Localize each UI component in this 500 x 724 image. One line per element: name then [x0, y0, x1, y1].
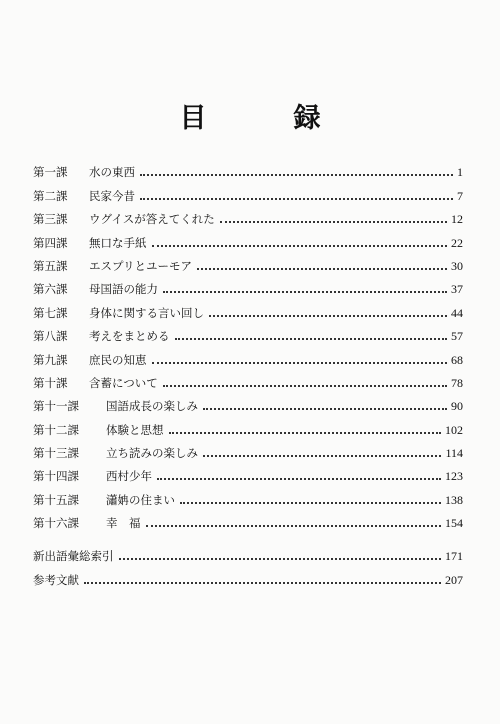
toc-row — [33, 296, 463, 319]
lesson-number: 第五課 — [33, 258, 68, 273]
page-number: 30 — [451, 258, 463, 273]
dot-leader — [140, 198, 453, 200]
page-number: 57 — [451, 329, 463, 344]
page-number: 37 — [451, 282, 463, 297]
dot-leader — [146, 525, 442, 527]
toc-row — [33, 226, 463, 249]
lesson-title: 瀟姌の住まい — [106, 492, 175, 507]
lesson-number: 第三課 — [33, 212, 68, 227]
dot-leader — [157, 478, 441, 480]
dot-leader — [163, 385, 447, 387]
page-number: 78 — [451, 375, 463, 390]
dot-leader — [203, 455, 441, 457]
lesson-number: 第九課 — [33, 352, 68, 367]
toc-row — [33, 540, 463, 563]
lesson-list — [33, 156, 463, 530]
toc-row — [33, 483, 463, 506]
lesson-title: エスプリとユーモア — [89, 258, 193, 273]
lesson-number: 第四課 — [33, 235, 68, 250]
toc-row — [33, 203, 463, 226]
lesson-title: ウグイスが答えてくれた — [89, 212, 215, 227]
dot-leader — [220, 221, 447, 223]
dot-leader — [152, 362, 448, 364]
lesson-title: 水の東西 — [89, 165, 135, 180]
page-number: 90 — [451, 399, 463, 414]
lesson-title: 含蓄について — [89, 375, 158, 390]
page-number: 114 — [445, 446, 463, 461]
toc-row — [33, 413, 463, 436]
lesson-title: 身体に関する言い回し — [89, 305, 204, 320]
lesson-title: 民家今昔 — [89, 188, 135, 203]
dot-leader — [197, 268, 447, 270]
lesson-title: 国語成長の楽しみ — [106, 399, 198, 414]
page-number: 123 — [445, 469, 463, 484]
lesson-number: 第六課 — [33, 282, 68, 297]
page-number: 68 — [451, 352, 463, 367]
page-number: 154 — [445, 516, 463, 531]
lesson-title: 幸 福 — [106, 516, 141, 531]
dot-leader — [119, 558, 442, 560]
lesson-number: 第十四課 — [33, 469, 79, 484]
dot-leader — [152, 245, 448, 247]
toc-row — [33, 437, 463, 460]
lesson-number: 第一課 — [33, 165, 68, 180]
lesson-number: 第十五課 — [33, 492, 79, 507]
dot-leader — [169, 432, 442, 434]
lesson-title: 体験と思想 — [106, 422, 164, 437]
dot-leader — [163, 291, 447, 293]
toc-row — [33, 273, 463, 296]
lesson-number: 第十課 — [33, 375, 68, 390]
lesson-number: 第二課 — [33, 188, 68, 203]
dot-leader — [203, 408, 447, 410]
page-number: 22 — [451, 235, 463, 250]
page-title: 目 録 — [179, 103, 351, 134]
toc-row — [33, 507, 463, 530]
dot-leader — [84, 582, 441, 584]
lesson-title: 立ち読みの楽しみ — [106, 446, 198, 461]
toc-row — [33, 250, 463, 273]
lesson-number: 第十一課 — [33, 399, 79, 414]
page-number: 207 — [445, 572, 463, 587]
lesson-number: 第十六課 — [33, 516, 79, 531]
toc-row — [33, 343, 463, 366]
lesson-number: 第十三課 — [33, 446, 79, 461]
toc-row — [33, 563, 463, 586]
lesson-number: 第七課 — [33, 305, 68, 320]
lesson-number: 第十二課 — [33, 422, 79, 437]
lesson-title: 西村少年 — [106, 469, 152, 484]
page-number: 12 — [451, 212, 463, 227]
toc-row — [33, 320, 463, 343]
page-number: 7 — [457, 188, 463, 203]
dot-leader — [180, 502, 441, 504]
toc-row — [33, 460, 463, 483]
toc-row — [33, 367, 463, 390]
page-number: 171 — [445, 549, 463, 564]
toc-row — [33, 179, 463, 202]
page-number: 44 — [451, 305, 463, 320]
toc-row — [33, 390, 463, 413]
page-number: 102 — [445, 422, 463, 437]
dot-leader — [209, 315, 447, 317]
toc-row — [33, 156, 463, 179]
appendix-title: 参考文献 — [33, 572, 79, 587]
lesson-title: 無口な手紙 — [89, 235, 147, 250]
lesson-title: 庶民の知恵 — [89, 352, 147, 367]
appendix-title: 新出語彙総索引 — [33, 549, 114, 564]
lesson-title: 母国語の能力 — [89, 282, 158, 297]
dot-leader — [175, 338, 448, 340]
lesson-number: 第八課 — [33, 329, 68, 344]
dot-leader — [140, 174, 453, 176]
page-number: 138 — [445, 492, 463, 507]
lesson-title: 考えをまとめる — [89, 329, 170, 344]
appendix-list — [33, 540, 463, 587]
page-number: 1 — [457, 165, 463, 180]
